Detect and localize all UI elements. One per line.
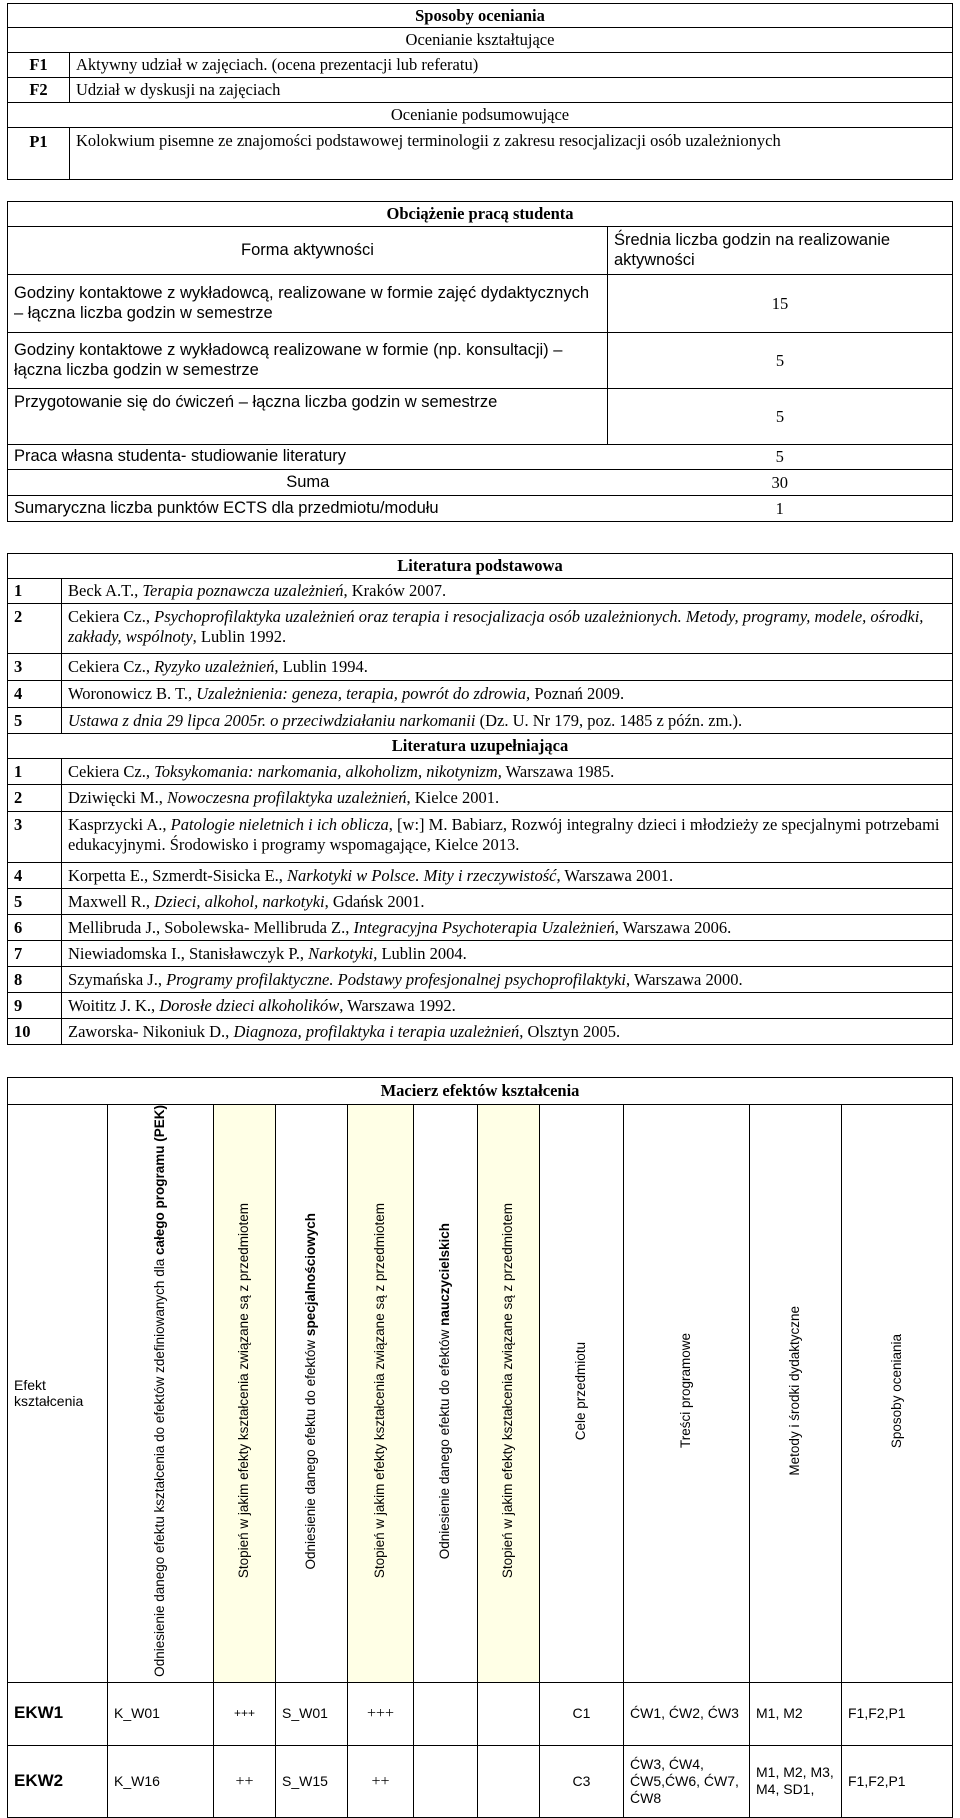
row-tresci: ĆW1, ĆW2, ĆW3 (624, 1682, 750, 1745)
header-tresci: Treści programowe (678, 1333, 694, 1449)
sposoby-table (7, 3, 953, 180)
ref-number: 2 (8, 604, 62, 654)
workload-value: 5 (608, 445, 953, 470)
ref-entry: Zaworska- Nikoniuk D., Diagnoza, profilaktyka i terapia uzależnień, Olsztyn 2005. (62, 1019, 953, 1045)
row-code: F1 (8, 53, 70, 78)
obciazenie-title: Obciążenie pracą studenta (8, 202, 953, 227)
row-sposoby: F1,F2,P1 (842, 1745, 953, 1817)
ref-number: 7 (8, 941, 62, 967)
sum-label: Suma (8, 470, 608, 496)
ects-value: 1 (608, 496, 953, 522)
row-cele: C1 (540, 1682, 624, 1745)
ref-number: 4 (8, 863, 62, 889)
workload-value: 5 (608, 389, 953, 445)
macierz-title: Macierz efektów kształcenia (8, 1078, 953, 1105)
header-odn-spec: Odniesienie danego efektu do efektów specjalnościowych (303, 1212, 319, 1570)
row-metody: M1, M2, M3, M4, SD1, (750, 1745, 842, 1817)
ref-number: 1 (8, 579, 62, 604)
ref-number: 3 (8, 654, 62, 681)
formative-header: Ocenianie kształtujące (8, 28, 953, 53)
header-sposoby: Sposoby oceniania (888, 1333, 904, 1448)
row-naucz (414, 1745, 478, 1817)
header-odn-pek: Odniesienie danego efektu kształcenia do efektów zdefiniowanych dla całego programu (PEK) (152, 1105, 168, 1677)
ref-number: 3 (8, 812, 62, 863)
row-stopien-3 (478, 1682, 540, 1745)
col-form-header: Forma aktywności (8, 227, 608, 275)
header-stopien-3: Stopień w jakim efekty kształcenia związane są z przedmiotem (500, 1203, 516, 1579)
col-hours-header: Średnia liczba godzin na realizowanie aktywności (608, 227, 953, 275)
header-cele: Cele przedmiotu (573, 1341, 589, 1441)
row-text: Aktywny udział w zajęciach. (ocena prezentacji lub referatu) (70, 53, 953, 78)
workload-label: Godziny kontaktowe z wykładowcą, realizowane w formie zajęć dydaktycznych – łączna liczba godzin w semestrze (8, 275, 608, 333)
obciazenie-table (7, 201, 953, 522)
row-pek: K_W16 (108, 1745, 214, 1817)
ref-entry: Dziwięcki M., Nowoczesna profilaktyka uzależnień, Kielce 2001. (62, 785, 953, 812)
header-stopien-2: Stopień w jakim efekty kształcenia związane są z przedmiotem (372, 1203, 388, 1579)
workload-label: Przygotowanie się do ćwiczeń – łączna liczba godzin w semestrze (8, 389, 608, 445)
header-efekt: Efekt kształcenia (8, 1105, 108, 1683)
ref-entry: Woititz J. K., Dorosłe dzieci alkoholików, Warszawa 1992. (62, 993, 953, 1019)
row-stopien-2: ++ (348, 1745, 414, 1817)
ref-entry: Woronowicz B. T., Uzależnienia: geneza, terapia, powrót do zdrowia, Poznań 2009. (62, 681, 953, 708)
extra-title: Literatura uzupełniająca (8, 734, 953, 759)
row-efekt: EKW2 (8, 1745, 108, 1817)
row-code: F2 (8, 78, 70, 103)
row-naucz (414, 1682, 478, 1745)
row-tresci: ĆW3, ĆW4, ĆW5,ĆW6, ĆW7, ĆW8 (624, 1745, 750, 1817)
header-odn-naucz: Odniesienie danego efektu do efektów nauczycielskich (437, 1222, 453, 1560)
macierz-table (7, 1077, 953, 1818)
ref-entry: Cekiera Cz., Ryzyko uzależnień, Lublin 1994. (62, 654, 953, 681)
ref-entry: Szymańska J., Programy profilaktyczne. Podstawy profesjonalnej psychoprofilaktyki, Warszawa 2000. (62, 967, 953, 993)
sum-value: 30 (608, 470, 953, 496)
ref-entry: Ustawa z dnia 29 lipca 2005r. o przeciwdziałaniu narkomanii (Dz. U. Nr 179, poz. 1485 z późn. zm.). (62, 708, 953, 734)
ref-entry: Mellibruda J., Sobolewska- Mellibruda Z., Integracyjna Psychoterapia Uzależnień, Warszawa 2006. (62, 915, 953, 941)
row-stopien-1: ++ (214, 1745, 276, 1817)
row-sposoby: F1,F2,P1 (842, 1682, 953, 1745)
row-efekt: EKW1 (8, 1682, 108, 1745)
ref-number: 8 (8, 967, 62, 993)
row-code: P1 (8, 128, 70, 180)
workload-label: Praca własna studenta- studiowanie literatury (8, 445, 608, 470)
ref-number: 6 (8, 915, 62, 941)
sposoby-title: Sposoby oceniania (8, 4, 953, 28)
row-spec: S_W15 (276, 1745, 348, 1817)
ref-entry: Kasprzycki A., Patologie nieletnich i ich oblicza, [w:] M. Babiarz, Rozwój integralny dzieci i młodzieży ze specjalnymi potrzebami edukacyjnymi. Środowisko i programy wspomagające, Kielce 2013. (62, 812, 953, 863)
ref-entry: Maxwell R., Dzieci, alkohol, narkotyki, Gdańsk 2001. (62, 889, 953, 915)
row-pek: K_W01 (108, 1682, 214, 1745)
header-metody: Metody i środki dydaktyczne (787, 1306, 803, 1476)
ref-entry: Cekiera Cz., Toksykomania: narkomania, alkoholizm, nikotynizm, Warszawa 1985. (62, 759, 953, 785)
ref-entry: Niewiadomska I., Stanisławczyk P., Narkotyki, Lublin 2004. (62, 941, 953, 967)
ref-entry: Cekiera Cz., Psychoprofilaktyka uzależnień oraz terapia i resocjalizacja osób uzależnionych. Metody, programy, modele, ośrodki, zakłady, wspólnoty, Lublin 1992. (62, 604, 953, 654)
ref-number: 4 (8, 681, 62, 708)
ref-number: 10 (8, 1019, 62, 1045)
row-spec: S_W01 (276, 1682, 348, 1745)
workload-value: 15 (608, 275, 953, 333)
row-text: Udział w dyskusji na zajęciach (70, 78, 953, 103)
workload-label: Godziny kontaktowe z wykładowcą realizowane w formie (np. konsultacji) – łączna liczba godzin w semestrze (8, 333, 608, 389)
row-cele: C3 (540, 1745, 624, 1817)
ref-entry: Beck A.T., Terapia poznawcza uzależnień, Kraków 2007. (62, 579, 953, 604)
literatura-table (7, 553, 953, 1045)
header-stopien-1: Stopień w jakim efekty kształcenia związane są z przedmiotem (236, 1203, 252, 1579)
ref-number: 9 (8, 993, 62, 1019)
row-text: Kolokwium pisemne ze znajomości podstawowej terminologii z zakresu resocjalizacji osób uzależnionych (70, 128, 953, 180)
row-stopien-3 (478, 1745, 540, 1817)
ects-label: Sumaryczna liczba punktów ECTS dla przedmiotu/modułu (8, 496, 608, 522)
summative-header: Ocenianie podsumowujące (8, 103, 953, 128)
basic-title: Literatura podstawowa (8, 554, 953, 579)
row-stopien-2: +++ (348, 1682, 414, 1745)
row-stopien-1: +++ (214, 1682, 276, 1745)
ref-number: 5 (8, 708, 62, 734)
ref-number: 2 (8, 785, 62, 812)
ref-number: 1 (8, 759, 62, 785)
workload-value: 5 (608, 333, 953, 389)
ref-entry: Korpetta E., Szmerdt-Sisicka E., Narkotyki w Polsce. Mity i rzeczywistość, Warszawa 2001. (62, 863, 953, 889)
row-metody: M1, M2 (750, 1682, 842, 1745)
ref-number: 5 (8, 889, 62, 915)
